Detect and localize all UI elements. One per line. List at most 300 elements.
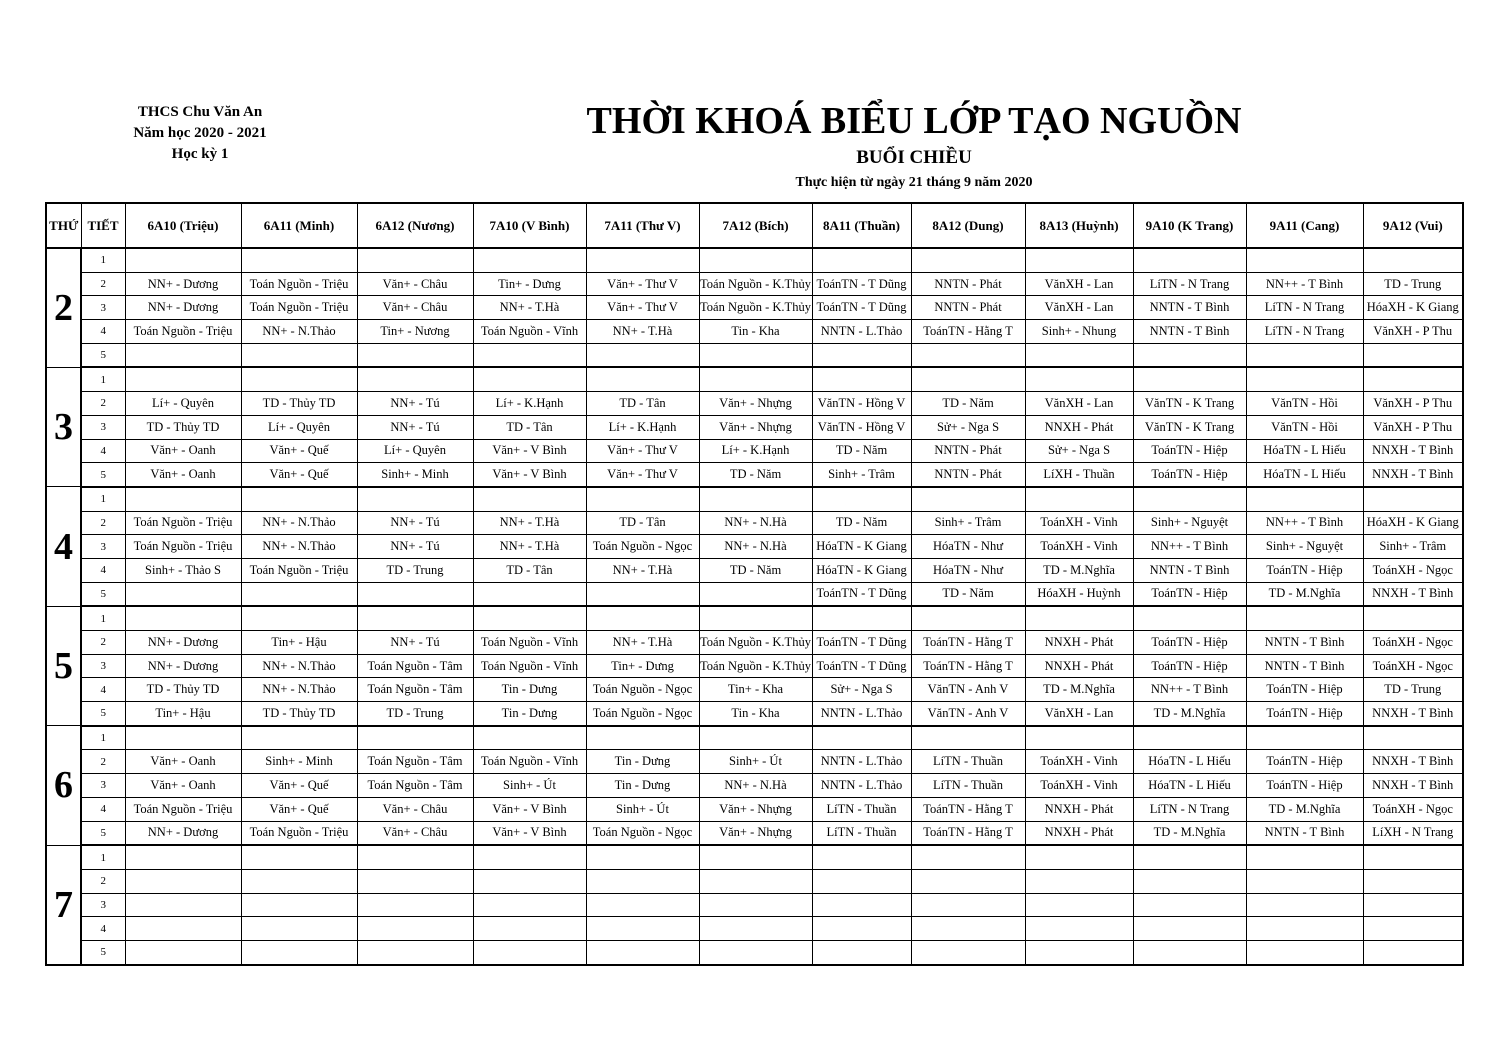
lesson-cell: HóaTN - Như: [911, 558, 1025, 582]
lesson-cell: HóaXH - K Giang: [1363, 511, 1463, 535]
lesson-cell: [911, 845, 1025, 869]
lesson-cell: [473, 367, 586, 391]
lesson-cell: HóaXH - K Giang: [1363, 296, 1463, 320]
lesson-cell: NNTN - T Bình: [1246, 821, 1363, 845]
timetable-row: [46, 869, 1463, 893]
lesson-cell: [1246, 917, 1363, 941]
lesson-cell: TD - Tân: [586, 511, 699, 535]
lesson-cell: VănTN - K Trang: [1133, 415, 1246, 439]
lesson-cell: [1025, 343, 1133, 367]
period-number: 3: [81, 774, 125, 798]
lesson-cell: [586, 845, 699, 869]
lesson-cell: Toán Nguồn - Tâm: [357, 678, 473, 702]
lesson-cell: [1133, 869, 1246, 893]
lesson-cell: NNTN - L.Thảo: [812, 750, 911, 774]
class-column-header: 8A13 (Huỳnh): [1025, 203, 1133, 248]
lesson-cell: Sinh+ - Minh: [357, 463, 473, 487]
lesson-cell: [473, 869, 586, 893]
lesson-cell: NNTN - Phát: [911, 272, 1025, 296]
day-label: 4: [46, 487, 81, 606]
lesson-cell: NN+ - T.Hà: [473, 511, 586, 535]
timetable-row: [46, 511, 1463, 535]
lesson-cell: VănTN - Anh V: [911, 678, 1025, 702]
lesson-cell: [699, 582, 812, 606]
lesson-cell: ToánXH - Vinh: [1025, 750, 1133, 774]
lesson-cell: [586, 893, 699, 917]
lesson-cell: NN+ - N.Hà: [699, 535, 812, 559]
timetable-header-row: [46, 203, 1463, 248]
lesson-cell: TD - Năm: [699, 463, 812, 487]
timetable-row: [46, 487, 1463, 511]
timetable-row: [46, 535, 1463, 559]
lesson-cell: [241, 248, 357, 272]
lesson-cell: [812, 869, 911, 893]
lesson-cell: ToánTN - T Dũng: [812, 654, 911, 678]
lesson-cell: [586, 917, 699, 941]
timetable-row: [46, 272, 1463, 296]
lesson-cell: Văn+ - Thư V: [586, 296, 699, 320]
lesson-cell: [1133, 940, 1246, 964]
lesson-cell: NNXH - T Bình: [1363, 582, 1463, 606]
lesson-cell: [357, 893, 473, 917]
lesson-cell: ToánTN - Hằng T: [911, 631, 1025, 655]
class-column-header: 7A11 (Thư V): [586, 203, 699, 248]
lesson-cell: [125, 367, 241, 391]
period-number: 3: [81, 535, 125, 559]
lesson-cell: Lí+ - Quyên: [357, 439, 473, 463]
lesson-cell: [586, 726, 699, 750]
timetable-row: [46, 821, 1463, 845]
lesson-cell: VănXH - Lan: [1025, 702, 1133, 726]
lesson-cell: Văn+ - Nhựng: [699, 392, 812, 416]
lesson-cell: Sử+ - Nga S: [911, 415, 1025, 439]
lesson-cell: [1025, 248, 1133, 272]
lesson-cell: [241, 582, 357, 606]
lesson-cell: TD - Trung: [357, 558, 473, 582]
lesson-cell: TD - Thủy TD: [125, 678, 241, 702]
lesson-cell: [812, 917, 911, 941]
lesson-cell: ToánTN - Hiệp: [1133, 631, 1246, 655]
period-column-header: TIẾT: [81, 203, 125, 248]
lesson-cell: NNXH - Phát: [1025, 631, 1133, 655]
lesson-cell: [1133, 917, 1246, 941]
lesson-cell: [1246, 367, 1363, 391]
lesson-cell: NN+ - T.Hà: [473, 535, 586, 559]
lesson-cell: NNTN - T Bình: [1246, 631, 1363, 655]
lesson-cell: [357, 845, 473, 869]
lesson-cell: Toán Nguồn - K.Thủy: [699, 272, 812, 296]
period-number: 3: [81, 654, 125, 678]
lesson-cell: [473, 248, 586, 272]
lesson-cell: LíTN - N Trang: [1246, 296, 1363, 320]
lesson-cell: Sinh+ - Út: [473, 774, 586, 798]
period-number: 4: [81, 678, 125, 702]
lesson-cell: NN+ - Dương: [125, 272, 241, 296]
lesson-cell: [699, 845, 812, 869]
period-number: 4: [81, 439, 125, 463]
lesson-cell: Toán Nguồn - Vĩnh: [473, 320, 586, 344]
class-column-header: 6A11 (Minh): [241, 203, 357, 248]
lesson-cell: [911, 893, 1025, 917]
day-label: 2: [46, 248, 81, 367]
lesson-cell: ToánTN - Hằng T: [911, 797, 1025, 821]
lesson-cell: NN+ - Tú: [357, 511, 473, 535]
timetable-row: [46, 296, 1463, 320]
lesson-cell: Văn+ - V Bình: [473, 797, 586, 821]
lesson-cell: NN+ - Dương: [125, 631, 241, 655]
class-column-header: 7A12 (Bích): [699, 203, 812, 248]
lesson-cell: Toán Nguồn - Triệu: [125, 797, 241, 821]
day-label: 7: [46, 845, 81, 964]
lesson-cell: [1025, 726, 1133, 750]
lesson-cell: LíXH - Thuần: [1025, 463, 1133, 487]
lesson-cell: [241, 917, 357, 941]
lesson-cell: [1363, 893, 1463, 917]
period-number: 4: [81, 917, 125, 941]
lesson-cell: ToánTN - T Dũng: [812, 582, 911, 606]
lesson-cell: Sinh+ - Út: [699, 750, 812, 774]
lesson-cell: [357, 582, 473, 606]
lesson-cell: LíTN - N Trang: [1133, 272, 1246, 296]
lesson-cell: Toán Nguồn - Triệu: [125, 511, 241, 535]
lesson-cell: NNTN - T Bình: [1133, 296, 1246, 320]
period-number: 2: [81, 272, 125, 296]
lesson-cell: [699, 606, 812, 630]
lesson-cell: LíTN - Thuần: [812, 821, 911, 845]
lesson-cell: [1363, 917, 1463, 941]
lesson-cell: NNXH - T Bình: [1363, 463, 1463, 487]
timetable: [45, 202, 1464, 966]
lesson-cell: TD - M.Nghĩa: [1133, 702, 1246, 726]
lesson-cell: [699, 367, 812, 391]
lesson-cell: TD - M.Nghĩa: [1133, 821, 1246, 845]
lesson-cell: Sử+ - Nga S: [1025, 439, 1133, 463]
lesson-cell: Lí+ - Quyên: [241, 415, 357, 439]
lesson-cell: Toán Nguồn - Vĩnh: [473, 654, 586, 678]
lesson-cell: [125, 940, 241, 964]
lesson-cell: ToánXH - Ngọc: [1363, 797, 1463, 821]
lesson-cell: [1246, 606, 1363, 630]
lesson-cell: [357, 917, 473, 941]
timetable-row: [46, 678, 1463, 702]
lesson-cell: Sử+ - Nga S: [812, 678, 911, 702]
lesson-cell: VănTN - Hồi: [1246, 415, 1363, 439]
lesson-cell: [586, 367, 699, 391]
lesson-cell: Văn+ - Quế: [241, 797, 357, 821]
lesson-cell: TD - Năm: [911, 392, 1025, 416]
lesson-cell: Sinh+ - Út: [586, 797, 699, 821]
lesson-cell: [473, 606, 586, 630]
lesson-cell: [812, 606, 911, 630]
lesson-cell: [1246, 893, 1363, 917]
lesson-cell: Tin+ - Nương: [357, 320, 473, 344]
class-column-header: 8A11 (Thuần): [812, 203, 911, 248]
lesson-cell: Văn+ - Oanh: [125, 750, 241, 774]
timetable-row: [46, 343, 1463, 367]
lesson-cell: Văn+ - V Bình: [473, 439, 586, 463]
lesson-cell: NN++ - T Bình: [1246, 511, 1363, 535]
lesson-cell: NN+ - T.Hà: [473, 296, 586, 320]
lesson-cell: Văn+ - V Bình: [473, 821, 586, 845]
lesson-cell: VănXH - Lan: [1025, 272, 1133, 296]
lesson-cell: TD - Thủy TD: [125, 415, 241, 439]
lesson-cell: Toán Nguồn - Ngọc: [586, 702, 699, 726]
class-column-header: 9A11 (Cang): [1246, 203, 1363, 248]
lesson-cell: TD - Năm: [911, 582, 1025, 606]
lesson-cell: [473, 893, 586, 917]
lesson-cell: [125, 343, 241, 367]
lesson-cell: [241, 726, 357, 750]
lesson-cell: NN++ - T Bình: [1133, 678, 1246, 702]
lesson-cell: [1363, 940, 1463, 964]
lesson-cell: TD - Tân: [473, 558, 586, 582]
lesson-cell: Văn+ - Thư V: [586, 439, 699, 463]
lesson-cell: NNTN - T Bình: [1246, 654, 1363, 678]
period-number: 5: [81, 463, 125, 487]
period-number: 1: [81, 726, 125, 750]
period-number: 5: [81, 702, 125, 726]
lesson-cell: [586, 606, 699, 630]
lesson-cell: Toán Nguồn - Tâm: [357, 774, 473, 798]
lesson-cell: [357, 869, 473, 893]
lesson-cell: TD - Năm: [699, 558, 812, 582]
lesson-cell: NNTN - Phát: [911, 463, 1025, 487]
lesson-cell: HóaTN - L Hiếu: [1246, 439, 1363, 463]
lesson-cell: [1363, 726, 1463, 750]
timetable-row: [46, 463, 1463, 487]
lesson-cell: [1133, 606, 1246, 630]
lesson-cell: NN+ - Tú: [357, 631, 473, 655]
period-number: 2: [81, 750, 125, 774]
lesson-cell: Văn+ - Thư V: [586, 272, 699, 296]
lesson-cell: [473, 726, 586, 750]
lesson-cell: [1025, 940, 1133, 964]
lesson-cell: [1363, 606, 1463, 630]
lesson-cell: NN+ - N.Thảo: [241, 535, 357, 559]
lesson-cell: TD - Thủy TD: [241, 702, 357, 726]
lesson-cell: Văn+ - Quế: [241, 463, 357, 487]
lesson-cell: [125, 606, 241, 630]
lesson-cell: [241, 940, 357, 964]
lesson-cell: [473, 343, 586, 367]
lesson-cell: [1363, 869, 1463, 893]
timetable-row: [46, 606, 1463, 630]
lesson-cell: LíTN - Thuần: [911, 774, 1025, 798]
lesson-cell: [1363, 248, 1463, 272]
school-year: Năm học 2020 - 2021: [133, 125, 267, 141]
lesson-cell: LíTN - N Trang: [1133, 797, 1246, 821]
lesson-cell: [357, 487, 473, 511]
lesson-cell: ToánTN - Hiệp: [1133, 463, 1246, 487]
class-column-header: 9A10 (K Trang): [1133, 203, 1246, 248]
timetable-row: [46, 845, 1463, 869]
lesson-cell: Tin+ - Kha: [699, 678, 812, 702]
lesson-cell: [911, 869, 1025, 893]
lesson-cell: [473, 487, 586, 511]
period-number: 5: [81, 343, 125, 367]
timetable-row: [46, 631, 1463, 655]
lesson-cell: LíTN - Thuần: [812, 797, 911, 821]
lesson-cell: [911, 917, 1025, 941]
timetable-row: [46, 750, 1463, 774]
lesson-cell: ToánXH - Vinh: [1025, 511, 1133, 535]
lesson-cell: Toán Nguồn - Ngọc: [586, 678, 699, 702]
lesson-cell: [1133, 845, 1246, 869]
day-label: 6: [46, 726, 81, 845]
lesson-cell: [812, 726, 911, 750]
lesson-cell: ToánTN - T Dũng: [812, 296, 911, 320]
lesson-cell: NN+ - N.Thảo: [241, 654, 357, 678]
lesson-cell: VănTN - Hồi: [1246, 392, 1363, 416]
lesson-cell: [699, 487, 812, 511]
lesson-cell: Sinh+ - Trâm: [1363, 535, 1463, 559]
lesson-cell: TD - Tân: [473, 415, 586, 439]
period-number: 4: [81, 320, 125, 344]
lesson-cell: [241, 343, 357, 367]
lesson-cell: TD - Trung: [1363, 272, 1463, 296]
timetable-body: [46, 248, 1463, 965]
timetable-row: [46, 774, 1463, 798]
lesson-cell: [812, 343, 911, 367]
lesson-cell: Văn+ - Nhựng: [699, 821, 812, 845]
lesson-cell: Sinh+ - Nhung: [1025, 320, 1133, 344]
timetable-row: [46, 439, 1463, 463]
lesson-cell: HóaXH - Huỳnh: [1025, 582, 1133, 606]
effective-date: Thực hiện từ ngày 21 tháng 9 năm 2020: [795, 175, 1033, 190]
lesson-cell: [699, 726, 812, 750]
lesson-cell: HóaTN - K Giang: [812, 535, 911, 559]
lesson-cell: Toán Nguồn - K.Thủy: [699, 654, 812, 678]
lesson-cell: NNTN - L.Thảo: [812, 774, 911, 798]
lesson-cell: Tin - Dưng: [586, 774, 699, 798]
timetable-row: [46, 917, 1463, 941]
lesson-cell: TD - Trung: [357, 702, 473, 726]
lesson-cell: TD - Trung: [1363, 678, 1463, 702]
school-name: THCS Chu Văn An: [137, 104, 263, 120]
lesson-cell: Văn+ - Oanh: [125, 439, 241, 463]
period-number: 4: [81, 558, 125, 582]
lesson-cell: [1246, 343, 1363, 367]
lesson-cell: [125, 917, 241, 941]
timetable-row: [46, 797, 1463, 821]
lesson-cell: [699, 917, 812, 941]
lesson-cell: Văn+ - Quế: [241, 774, 357, 798]
lesson-cell: [812, 248, 911, 272]
lesson-cell: [1133, 487, 1246, 511]
school-info: [100, 102, 300, 165]
period-number: 3: [81, 415, 125, 439]
lesson-cell: VănXH - Lan: [1025, 296, 1133, 320]
lesson-cell: [699, 343, 812, 367]
lesson-cell: ToánTN - Hằng T: [911, 654, 1025, 678]
lesson-cell: NNXH - Phát: [1025, 654, 1133, 678]
lesson-cell: NNTN - Phát: [911, 439, 1025, 463]
lesson-cell: HóaTN - L Hiếu: [1133, 750, 1246, 774]
lesson-cell: Toán Nguồn - Triệu: [241, 821, 357, 845]
timetable-row: [46, 320, 1463, 344]
lesson-cell: [911, 367, 1025, 391]
lesson-cell: NN+ - N.Hà: [699, 774, 812, 798]
lesson-cell: [1133, 248, 1246, 272]
lesson-cell: Toán Nguồn - Triệu: [125, 320, 241, 344]
lesson-cell: [1025, 917, 1133, 941]
period-number: 3: [81, 893, 125, 917]
class-column-header: 6A10 (Triệu): [125, 203, 241, 248]
class-column-header: 7A10 (V Bình): [473, 203, 586, 248]
lesson-cell: Lí+ - K.Hạnh: [473, 392, 586, 416]
lesson-cell: [1363, 367, 1463, 391]
lesson-cell: [241, 869, 357, 893]
lesson-cell: Tin+ - Hậu: [241, 631, 357, 655]
lesson-cell: [911, 248, 1025, 272]
lesson-cell: TD - Năm: [812, 511, 911, 535]
lesson-cell: Văn+ - Thư V: [586, 463, 699, 487]
lesson-cell: ToánTN - Hiệp: [1246, 678, 1363, 702]
lesson-cell: [241, 845, 357, 869]
lesson-cell: Tin - Dưng: [473, 678, 586, 702]
period-number: 1: [81, 367, 125, 391]
lesson-cell: VănTN - Anh V: [911, 702, 1025, 726]
lesson-cell: ToánTN - Hiệp: [1246, 750, 1363, 774]
lesson-cell: NN+ - T.Hà: [586, 558, 699, 582]
lesson-cell: [1133, 343, 1246, 367]
lesson-cell: LíXH - N Trang: [1363, 821, 1463, 845]
lesson-cell: [812, 893, 911, 917]
lesson-cell: [473, 845, 586, 869]
lesson-cell: [1025, 893, 1133, 917]
lesson-cell: ToánXH - Ngọc: [1363, 631, 1463, 655]
lesson-cell: [1025, 367, 1133, 391]
lesson-cell: [911, 726, 1025, 750]
timetable-row: [46, 415, 1463, 439]
lesson-cell: VănTN - Hồng V: [812, 392, 911, 416]
lesson-cell: TD - Tân: [586, 392, 699, 416]
lesson-cell: NNTN - T Bình: [1133, 320, 1246, 344]
lesson-cell: [241, 487, 357, 511]
lesson-cell: [586, 940, 699, 964]
lesson-cell: NNXH - Phát: [1025, 415, 1133, 439]
lesson-cell: [1133, 893, 1246, 917]
lesson-cell: Văn+ - Nhựng: [699, 797, 812, 821]
lesson-cell: HóaTN - L Hiếu: [1133, 774, 1246, 798]
lesson-cell: ToánXH - Vinh: [1025, 535, 1133, 559]
lesson-cell: Toán Nguồn - Triệu: [241, 296, 357, 320]
lesson-cell: [357, 606, 473, 630]
lesson-cell: [241, 367, 357, 391]
lesson-cell: NN+ - T.Hà: [586, 631, 699, 655]
lesson-cell: ToánTN - Hằng T: [911, 320, 1025, 344]
lesson-cell: [125, 845, 241, 869]
lesson-cell: [1246, 487, 1363, 511]
lesson-cell: NNTN - Phát: [911, 296, 1025, 320]
lesson-cell: Văn+ - Châu: [357, 797, 473, 821]
period-number: 1: [81, 606, 125, 630]
lesson-cell: Văn+ - Oanh: [125, 774, 241, 798]
lesson-cell: [1363, 487, 1463, 511]
lesson-cell: Văn+ - Quế: [241, 439, 357, 463]
day-label: 3: [46, 367, 81, 486]
lesson-cell: [125, 893, 241, 917]
period-number: 4: [81, 797, 125, 821]
lesson-cell: Toán Nguồn - Ngọc: [586, 535, 699, 559]
lesson-cell: Toán Nguồn - Vĩnh: [473, 631, 586, 655]
lesson-cell: Toán Nguồn - Triệu: [241, 558, 357, 582]
lesson-cell: [473, 940, 586, 964]
lesson-cell: Sinh+ - Minh: [241, 750, 357, 774]
class-column-header: 6A12 (Nương): [357, 203, 473, 248]
lesson-cell: [1246, 726, 1363, 750]
timetable-row: [46, 558, 1463, 582]
